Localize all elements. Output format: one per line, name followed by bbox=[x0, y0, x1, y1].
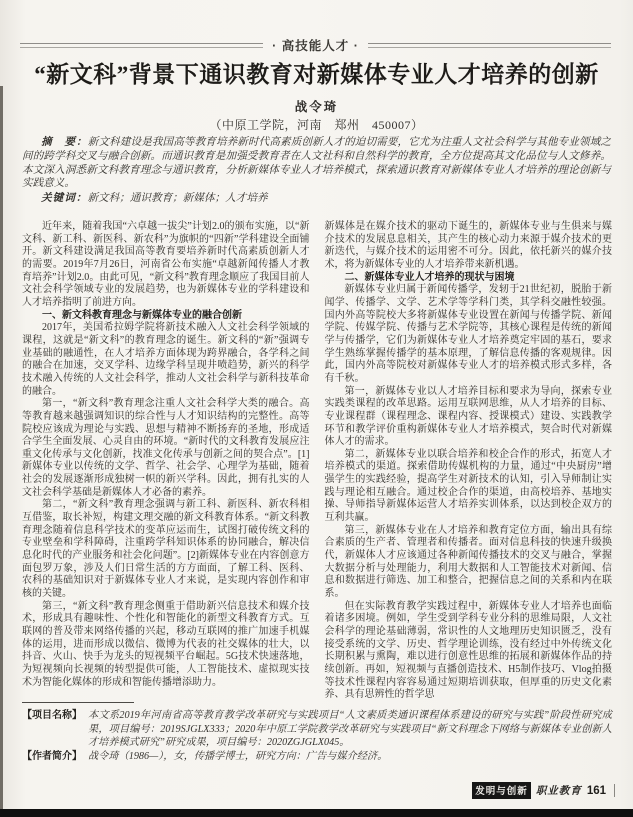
footnote-label: 【作者简介】 bbox=[22, 750, 82, 762]
header-rule bbox=[20, 36, 611, 54]
body-columns bbox=[22, 221, 612, 702]
scan-edge-bottom bbox=[0, 809, 633, 817]
footnote-item bbox=[22, 709, 612, 750]
body-paragraph: 2017年，美国希拉姆学院将新技术融入人文社会科学领域的课程，这就是“新文科”的教育理念的诞生。新文科的“新”强调专业基础的融通性，在人才培养方面体现为跨界融合，各学科之间的融合在加速，交叉学科、边缘学科呈现井喷趋势，新兴的科学技术融入传统的人文社会科学，推动人文社会科学与新科技革命的融合。 bbox=[22, 322, 310, 397]
abstract-paragraph bbox=[22, 136, 611, 191]
body-paragraph: 但在实际教育教学实践过程中，新媒体专业人才培养也面临着诸多困境。例如，学生受到学科专业分科的思维局限，人文社会科学的理论基础薄弱，常识性的人文地理历史知识匮乏，没有接受系统的文学、历史、哲学理论训练，没有经过中外传统文化长期积累与熏陶，难以进行创意性思维的拓展和新媒体作品的持续创新。再如，短视频与直播创造技术、H5制作技巧、Vlog拍摄等技术性课程内容容易通过短期培训获取，但厚重的历史文化素养、具有思辨性的哲学思 bbox=[324, 600, 612, 701]
keywords-text: 新文科；通识教育；新媒体；人才培养 bbox=[87, 193, 268, 205]
journal-section-name: 职业教育 bbox=[535, 785, 582, 797]
body-paragraph: 第二，新媒体专业以联合培养和校企合作的形式，拓宽人才培养模式的渠道。探索借助传媒机构的力量，通过“中央厨房”增强学生的实践经验，提高学生对新技术的认知，引入导师制让实践与理论相互融合。通过校企合作的渠道，由高校培养、基地实操、导师指导新媒体运营人才培养实训体系，以达到校企双方的互利共赢。 bbox=[324, 448, 612, 524]
body-paragraph: 新媒体是在媒介技术的驱动下诞生的，新媒体专业与生俱来与媒介技术的发展息息相关，其产生的核心动力来源于媒介技术的更新迭代，与媒介技术的运用密不可分。因此，依托新兴的媒介技术，将为新媒体专业的人才培养带来新机遇。 bbox=[324, 221, 612, 270]
body-paragraph: 近年来，随着我国“六卓越一拔尖”计划2.0的颁布实施，以“新文科、新工科、新医科、新农科”为旗帜的“四新”学科建设全面铺开。新文科建设满足我国高等教育要培养新时代高素质创新人才的需要。2019年7月26日，河南省公布实施“卓越新闻传播人才教育培养”计划2.0。由此可见，“新文科”教育理念顺应了我国目前人文社会科学领域专业的发展趋势，也为新媒体专业的学科建设和人才培养指明了前进方向。 bbox=[22, 221, 310, 308]
footnote-text: 战令琦（1986—），女，传播学博士，研究方向：广告与媒介经济。 bbox=[88, 750, 388, 762]
footnote-label: 【项目名称】 bbox=[22, 710, 82, 721]
author-name: 战令琦 bbox=[294, 100, 339, 114]
page-number: 161 bbox=[586, 784, 606, 797]
header-rule-line-left bbox=[20, 43, 263, 48]
body-paragraph: 第三，新媒体专业在人才培养和教育定位方面，输出具有综合素质的生产者、管理者和传播者。面对信息科技的快速升级换代，新媒体人才应该通过各种新闻传播技术的交叉与融合，掌握大数据分析与处理能力，利用大数据和人工智能技术对新闻、信息和数据进行筛选、加工和整合，把握信息之间的关系和内在联系。 bbox=[324, 524, 612, 600]
abstract-label: 摘 要： bbox=[41, 137, 88, 148]
body-column-left bbox=[22, 221, 310, 702]
footnote-separator-rule bbox=[22, 702, 134, 703]
section-heading: 二、新媒体专业人才培养的现状与困境 bbox=[344, 271, 515, 283]
abstract-block bbox=[22, 136, 611, 206]
footnotes-block bbox=[22, 709, 612, 763]
section-heading: 一、新文科教育理念与新媒体专业的融合创新 bbox=[42, 309, 242, 321]
body-paragraph: 第一，“新文科”教育理念注重人文社会科学大类的融合。高等教育越来越强调知识的综合性与人才知识结构的完整性。高等院校应该成为理论与实践、思想与精神不断扬弃的圣地，形成适合学生全面发展、心灵自由的环境。“新时代的文科教育发展应注重文化传承与文化创新，找准文化传承与创新之间的契合点”。[1]新媒体专业以传统的文学、哲学、社会学、心理学为基础，随着社会的发展逐渐形成独树一帜的新兴学科。因此，拥有扎实的人文社会科学基础是新媒体人才必备的素养。 bbox=[22, 398, 310, 498]
body-paragraph: 新媒体专业归属于新闻传播学，发轫于21世纪初，脱胎于新闻学、传播学、文学、艺术学等学科门类，其学科交融性较强。国内外高等院校大多将新媒体专业设置在新闻与传播学院、新闻学院、传媒学院、传播与艺术学院等，其核心课程是传统的新闻学与传播学，它们为新媒体专业人才培养奠定牢固的基石，要求学生熟练掌握传播学的基本原理，了解信息传播的客观规律。因此，国内外高等院校对新媒体专业人才的培养模式形式多样，各有千秋。 bbox=[324, 284, 612, 384]
page-footer bbox=[472, 782, 615, 799]
journal-name-badge: 发明与创新 bbox=[472, 782, 531, 799]
keywords-label: 关键词： bbox=[41, 193, 88, 205]
scan-edge-left bbox=[0, 86, 3, 817]
footnote-item bbox=[22, 750, 612, 764]
body-paragraph: 第一，新媒体专业以人才培养目标和要求为导向，探索专业实践类课程的改革思路。运用互联网思维，从人才培养的目标、专业课程群（课程理念、课程内容、授课模式）建设、实践教学环节和教学评价重构新媒体专业人才培养模式，契合时代对新媒体人才的需求。 bbox=[324, 385, 612, 448]
body-column-right bbox=[325, 221, 613, 702]
abstract-text: 新文科建设是我国高等教育培养新时代高素质创新人才的迫切需要，它尤为注重人文社会科学与其他专业领域之间的跨学科交叉与融合创新。而通识教育是加强受教育者在人文社科和自然科学的教育，全方位提高其文化品位与人文修养。本文深入洞悉新文科教育理念与通识教育，分析新媒体专业人才培养模式，探索通识教育对新媒体专业人才培养的理论创新与实践意义。 bbox=[22, 137, 611, 190]
footnote-text: 本文系2019年河南省高等教育教学改革研究与实践项目“人文素质类通识课程体系建设的研究与实践”阶段性研究成果，项目编号：2019SJGLX333；2020年中原工学院教学改革研究与实践项目“新文科理念下网络与新媒体专业创新人才培养模式研究”研究成果，项目编号：2020ZGJGLX045。 bbox=[88, 710, 612, 749]
body-paragraph: 第三，“新文科”教育理念侧重于借助新兴信息技术和媒介技术，形成具有趣味性、个性化和智能化的新型文科教育方式。互联网的普及带来网络传播的兴起，移动互联网的推广加速手机媒体的运用，进而形成以微信、微博为代表的社交媒体的壮大，以抖音、火山、快手为龙头的短视频平台崛起。5G技术快速落地，为短视频向长视频的转型提供可能，人工智能技术、虚拟现实技术为智能化媒体的形成和智能传播增添助力。 bbox=[22, 600, 310, 688]
header-rule-line-right bbox=[368, 43, 611, 48]
article-title: “新文科”背景下通识教育对新媒体专业人才培养的创新 bbox=[34, 62, 599, 87]
author-affiliation: （中原工学院，河南 郑州 450007） bbox=[209, 118, 424, 132]
footer-divider-bar bbox=[614, 784, 615, 797]
keywords-line bbox=[22, 192, 611, 206]
body-paragraph: 第二，“新文科”教育理念强调与新工科、新医科、新农科相互借鉴，取长补短，构建文理交融的新文科教育体系。“新文科教育理念随着信息科学技术的变革应运而生，试图打破传统文科的专业壁垒和学科障碍，注重跨学科知识体系的协同融合，解决信息化时代的产业服务和社会化问题”。[2]新媒体专业在内容创意方面包罗万象，涉及人们日常生活的方方面面，了解工科、医科、农科的基础知识对于新媒体专业人才来说，是实现内容创作和审核的关键。 bbox=[22, 499, 310, 600]
column-section-label: · 高技能人才 · bbox=[272, 39, 359, 53]
